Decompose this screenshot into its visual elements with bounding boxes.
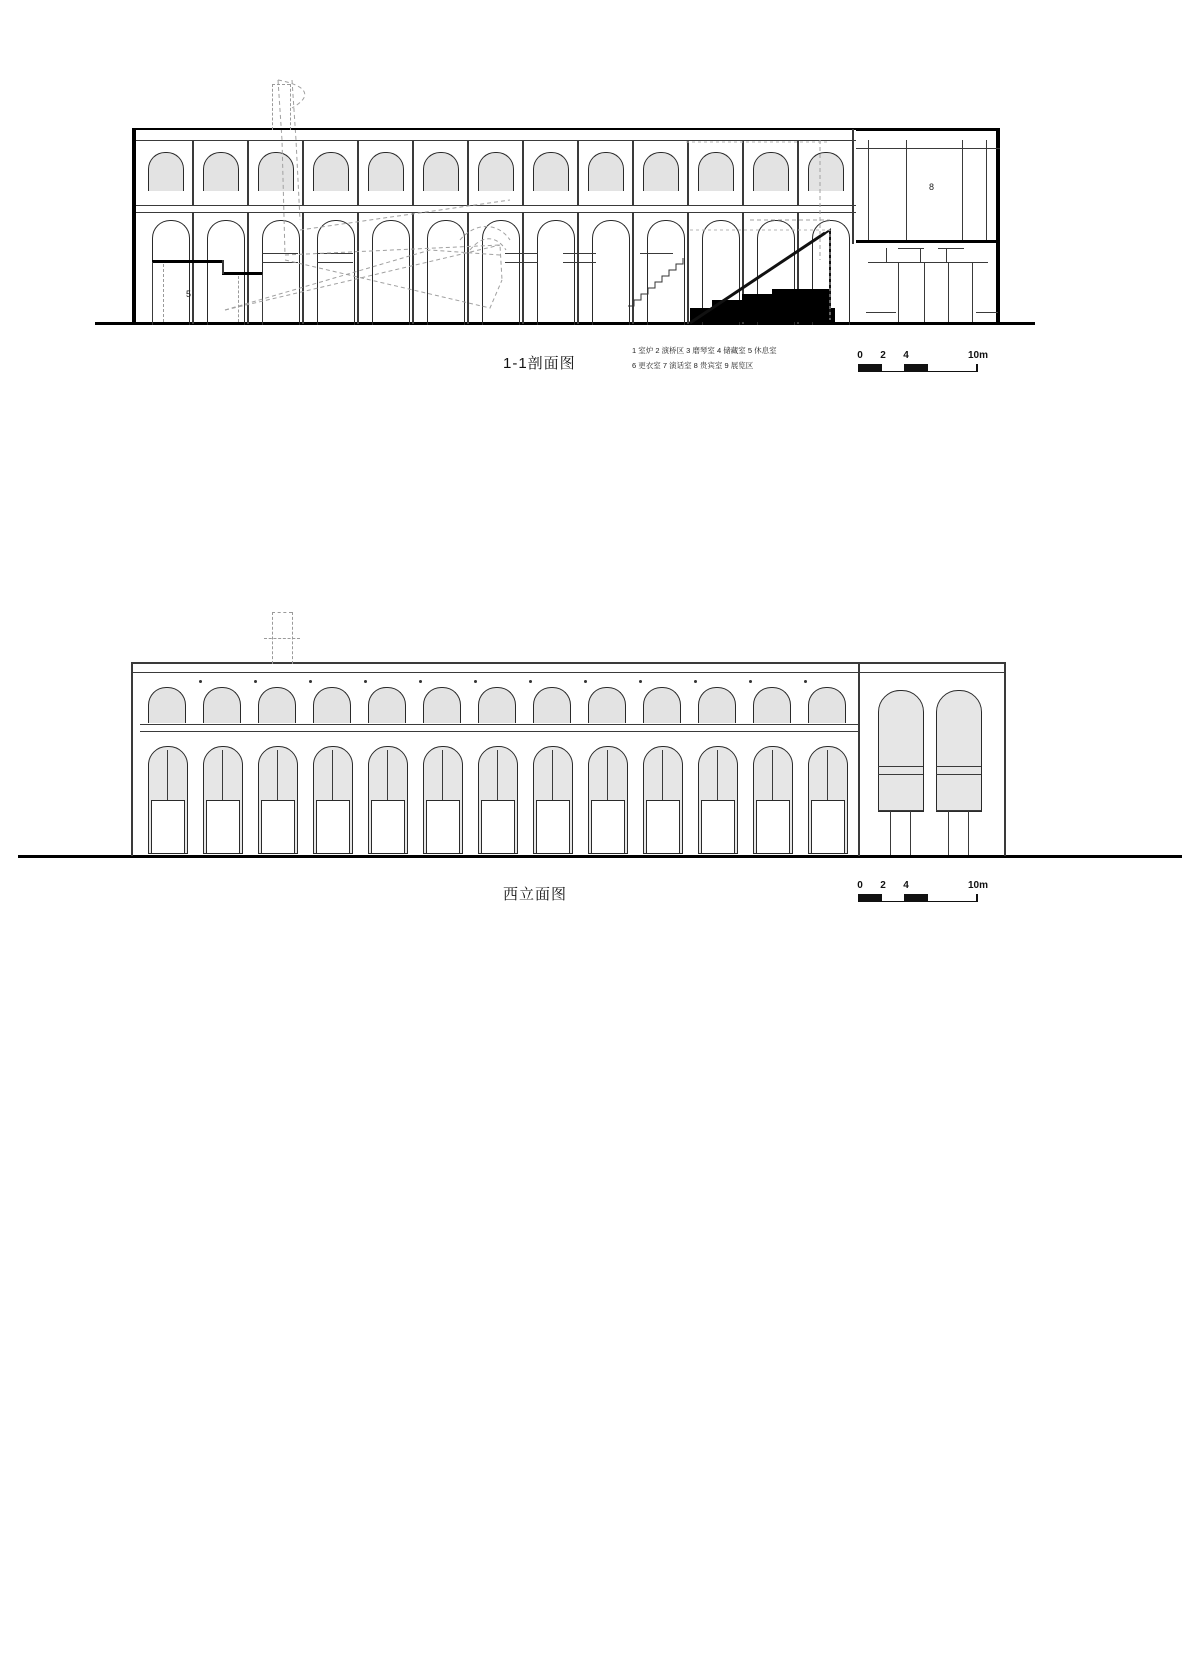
elevation-band-upper [140, 724, 858, 725]
scale-tick-0: 0 [857, 350, 863, 361]
elevation-cornice-line [131, 672, 1006, 673]
scale-unit: 10m [968, 880, 989, 891]
elevation-caption: 西立面图 [503, 886, 568, 903]
elevation-right-bay-divider [858, 662, 860, 856]
scale-tick-4: 4 [903, 350, 909, 361]
scale-tick-0: 0 [857, 880, 863, 891]
room-tag-8: 8 [929, 182, 935, 192]
section-drawing [0, 0, 1200, 420]
scale-tick-2: 2 [880, 350, 886, 361]
elevation-band-lower [140, 731, 858, 732]
scale-tick-2: 2 [880, 880, 886, 891]
scale-bar-section [858, 350, 1018, 376]
elevation-left-edge [131, 662, 133, 856]
section-legend-line-1: 1 室炉 2 演桥区 3 磨琴室 4 储藏室 5 休息室 [632, 346, 777, 355]
section-outer-wall-right [996, 128, 1000, 324]
elevation-roof-line [131, 662, 1006, 664]
elevation-ground-line [18, 855, 1182, 858]
scale-bar-elevation [858, 880, 1018, 906]
elevation-right-edge [1004, 662, 1006, 856]
scale-tick-4: 4 [903, 880, 909, 891]
scale-unit: 10m [968, 350, 989, 361]
section-legend-line-2: 6 更衣室 7 演话室 8 贵宾室 9 展览区 [632, 361, 754, 370]
section-dashed-sightlines [130, 80, 870, 330]
section-caption: 1-1剖面图 [503, 355, 576, 372]
room-tag-5: 5 [186, 289, 192, 299]
elevation-drawing [0, 600, 1200, 960]
